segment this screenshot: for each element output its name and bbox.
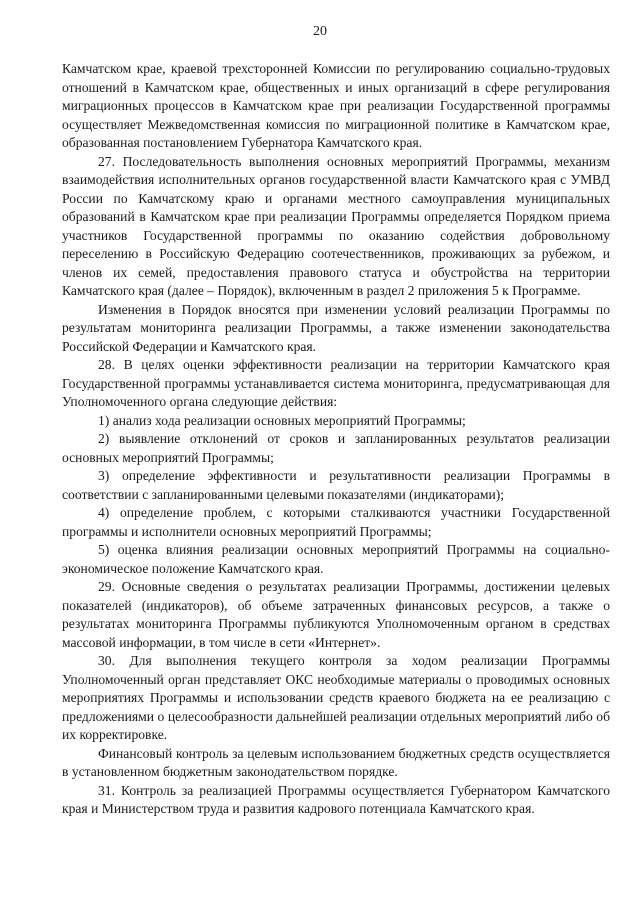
paragraph-31: 31. Контроль за реализацией Программы осуществляется Губернатором Камчатского края и Министерством труда и развития кадрового потенциала Камчатского края.: [62, 782, 610, 816]
document-body: [62, 60, 610, 819]
list-item-2: 2) выявление отклонений от сроков и запланированных результатов реализации основных мероприятий Программы;: [62, 431, 610, 465]
paragraph-order-changes: Изменения в Порядок вносятся при изменении условий реализации Программы по результатам мониторинга реализации Программы, а также изменении законодательства Российской Федерации и Камчатского края.: [62, 301, 610, 354]
paragraph-29: 29. Основные сведения о результатах реализации Программы, достижении целевых показателей (индикаторов), об объеме затраченных финансовых ресурсов, а также о результатах мониторинга Программы публикуются Уполномоченным органом в средствах массовой информации, в том числе в сети «Интернет».: [62, 579, 610, 650]
page-number: 20: [313, 24, 327, 39]
list-item-4: 4) определение проблем, с которыми сталкиваются участники Государственной программы и исполнители основных мероприятий Программы;: [62, 505, 610, 539]
paragraph-financial-control: Финансовый контроль за целевым использованием бюджетных средств осуществляется в установленном бюджетным законодательством порядке.: [62, 745, 610, 779]
paragraph-28: 28. В целях оценки эффективности реализации на территории Камчатского края Государственной программы устанавливается система мониторинга, предусматривающая для Уполномоченного органа следующие действия:: [62, 357, 610, 409]
list-item-1: 1) анализ хода реализации основных мероприятий Программы;: [98, 412, 466, 428]
list-item-5: 5) оценка влияния реализации основных мероприятий Программы на социально-экономическое положение Камчатского края.: [62, 542, 610, 576]
paragraph-27: 27. Последовательность выполнения основных мероприятий Программы, механизм взаимодействия исполнительных органов государственной власти Камчатского края с УМВД России по Камчатскому краю и органами местного самоуправления муниципальных образований в Камчатском крае при реализации Программы определяется Порядком приема участников Государственной программы по оказанию содействия добровольному переселению в Российскую Федерацию соотечественников, проживающих за рубежом, и членов их семей, предоставления правового статуса и обустройства на территории Камчатского края (далее – Порядок), включенным в раздел 2 приложения 5 к Программе.: [62, 153, 610, 298]
list-item-3: 3) определение эффективности и результативности реализации Программы в соответствии с запланированными целевыми показателями (индикаторами);: [62, 468, 610, 502]
paragraph-intro-continuation: Камчатском крае, краевой трехсторонней Комиссии по регулированию социально-трудовых отношений в Камчатском крае, общественных и иных организаций в сфере регулирования миграционных процессов в Камчатском крае при реализации Государственной программы осуществляет Межведомственная комиссия по миграционной политике в Камчатском крае, образованная постановлением Губернатора Камчатского края.: [62, 61, 610, 150]
paragraph-30: 30. Для выполнения текущего контроля за ходом реализации Программы Уполномоченный орган представляет ОКС необходимые материалы о проводимых основных мероприятиях Программы и использовании средств краевого бюджета на ее реализацию с предложениями о целесообразности дальнейшей реализации отдельных мероприятий либо об их корректировке.: [62, 653, 610, 742]
